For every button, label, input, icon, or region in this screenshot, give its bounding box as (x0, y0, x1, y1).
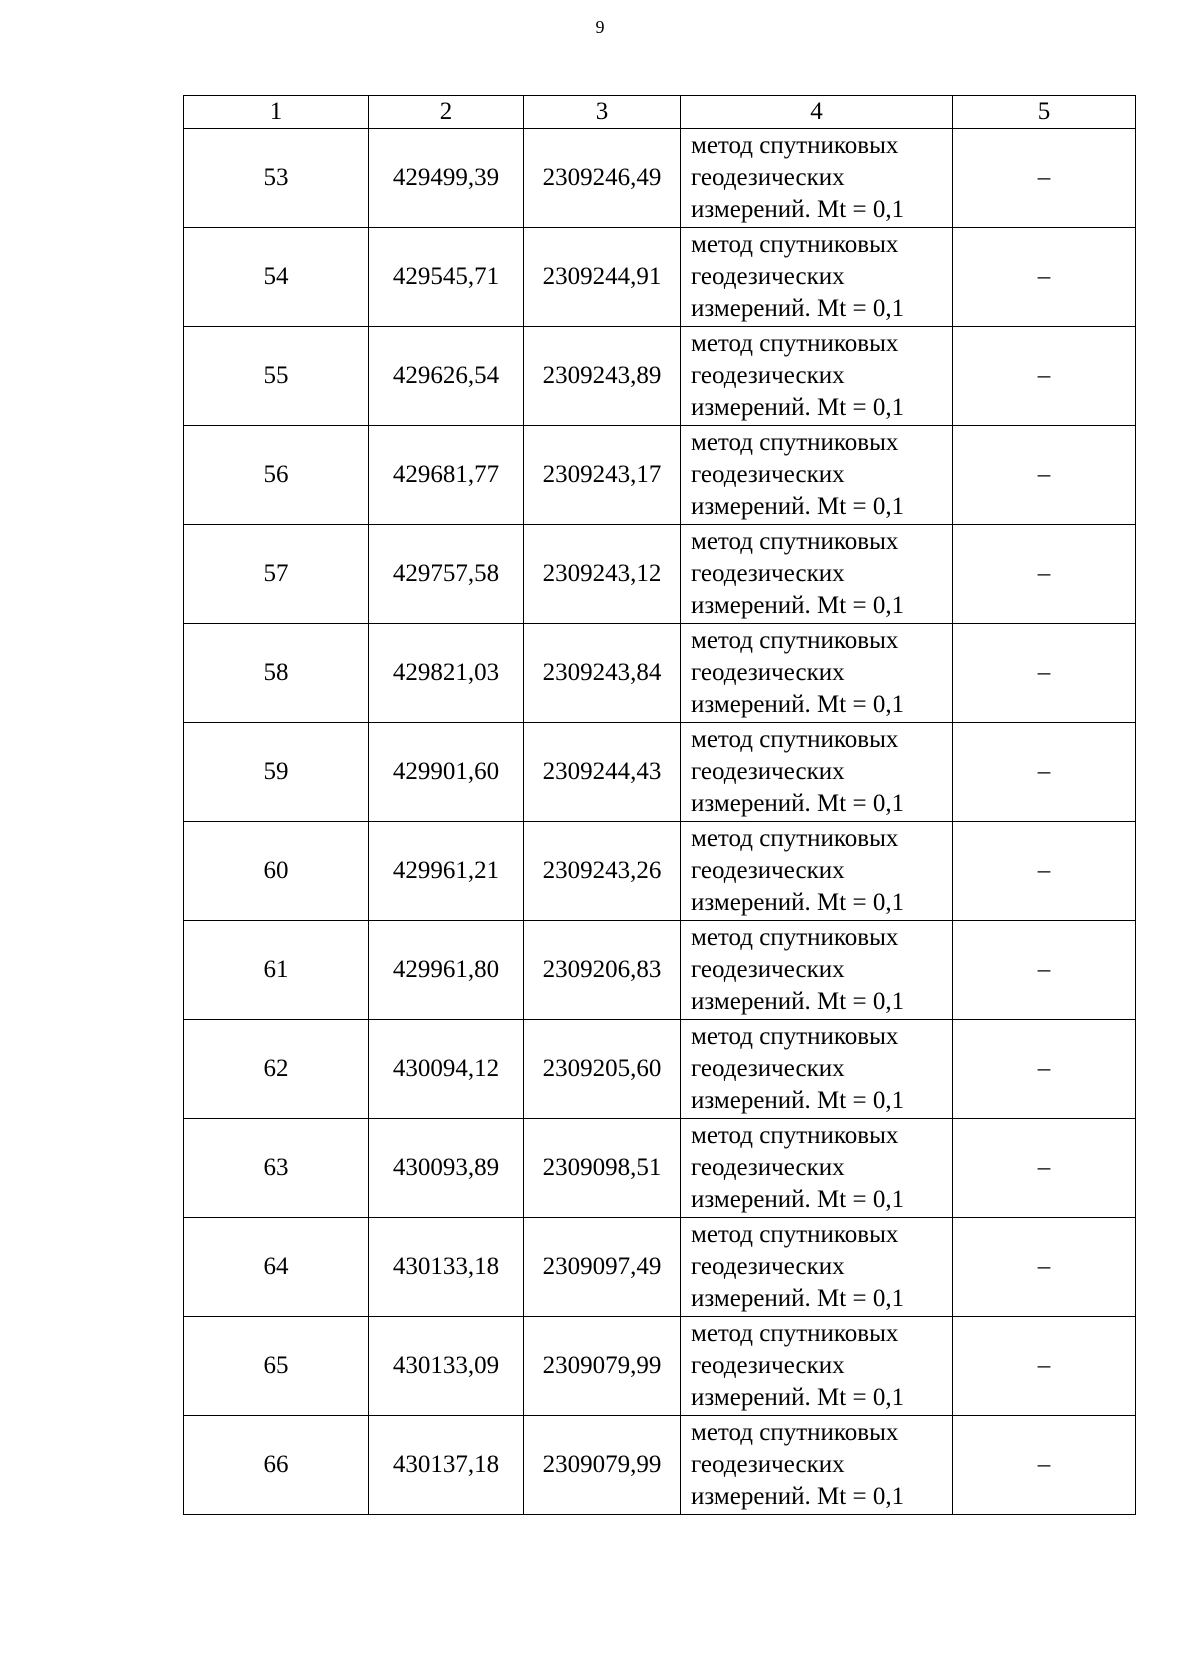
y-coordinate-cell: 2309079,99 (524, 1416, 681, 1515)
coordinates-table (183, 95, 1136, 1515)
column-5-cell: – (953, 921, 1136, 1020)
method-line-2: геодезических (691, 560, 845, 587)
method-line-3: измерений. Mt = 0,1 (691, 295, 905, 322)
table-row (184, 921, 1136, 1020)
column-5-cell: – (953, 822, 1136, 921)
table-row (184, 822, 1136, 921)
x-coordinate-cell: 430133,09 (369, 1317, 524, 1416)
y-coordinate-cell: 2309243,89 (524, 327, 681, 426)
table-row (184, 228, 1136, 327)
y-coordinate-cell: 2309243,26 (524, 822, 681, 921)
method-cell (681, 525, 953, 624)
method-line-2: геодезических (691, 1253, 845, 1280)
method-line-3: измерений. Mt = 0,1 (691, 1087, 905, 1114)
point-number-cell: 58 (184, 624, 369, 723)
method-line-2: геодезических (691, 1055, 845, 1082)
method-line-3: измерений. Mt = 0,1 (691, 1384, 905, 1411)
method-line-3: измерений. Mt = 0,1 (691, 394, 905, 421)
y-coordinate-cell: 2309206,83 (524, 921, 681, 1020)
method-line-2: геодезических (691, 164, 845, 191)
method-line-1: метод спутниковых (691, 726, 899, 753)
method-line-1: метод спутниковых (691, 1122, 899, 1149)
table-row (184, 1218, 1136, 1317)
method-line-2: геодезических (691, 857, 845, 884)
method-line-2: геодезических (691, 1451, 845, 1478)
column-5-cell: – (953, 1020, 1136, 1119)
header-col-4: 4 (681, 96, 953, 129)
method-cell (681, 723, 953, 822)
table-header (184, 96, 1136, 129)
y-coordinate-cell: 2309097,49 (524, 1218, 681, 1317)
method-line-2: геодезических (691, 659, 845, 686)
column-5-cell: – (953, 1218, 1136, 1317)
method-line-3: измерений. Mt = 0,1 (691, 493, 905, 520)
method-line-1: метод спутниковых (691, 1419, 899, 1446)
method-cell (681, 129, 953, 228)
x-coordinate-cell: 429499,39 (369, 129, 524, 228)
y-coordinate-cell: 2309243,12 (524, 525, 681, 624)
method-cell (681, 1218, 953, 1317)
x-coordinate-cell: 430093,89 (369, 1119, 524, 1218)
table-row (184, 129, 1136, 228)
method-line-2: геодезических (691, 956, 845, 983)
method-cell (681, 426, 953, 525)
header-row (184, 96, 1136, 129)
point-number-cell: 62 (184, 1020, 369, 1119)
x-coordinate-cell: 430137,18 (369, 1416, 524, 1515)
method-line-2: геодезических (691, 263, 845, 290)
method-cell (681, 1020, 953, 1119)
method-line-3: измерений. Mt = 0,1 (691, 1483, 905, 1510)
y-coordinate-cell: 2309244,43 (524, 723, 681, 822)
method-line-1: метод спутниковых (691, 924, 899, 951)
point-number-cell: 57 (184, 525, 369, 624)
method-line-2: геодезических (691, 1352, 845, 1379)
point-number-cell: 64 (184, 1218, 369, 1317)
x-coordinate-cell: 429821,03 (369, 624, 524, 723)
column-5-cell: – (953, 723, 1136, 822)
column-5-cell: – (953, 129, 1136, 228)
table-row (184, 1416, 1136, 1515)
table-row (184, 1317, 1136, 1416)
x-coordinate-cell: 429626,54 (369, 327, 524, 426)
method-line-1: метод спутниковых (691, 627, 899, 654)
y-coordinate-cell: 2309243,17 (524, 426, 681, 525)
table-row (184, 1119, 1136, 1218)
method-cell (681, 921, 953, 1020)
header-col-1: 1 (184, 96, 369, 129)
x-coordinate-cell: 429961,21 (369, 822, 524, 921)
column-5-cell: – (953, 1416, 1136, 1515)
table-row (184, 525, 1136, 624)
method-line-2: геодезических (691, 758, 845, 785)
method-line-2: геодезических (691, 362, 845, 389)
column-5-cell: – (953, 426, 1136, 525)
method-line-1: метод спутниковых (691, 1221, 899, 1248)
point-number-cell: 66 (184, 1416, 369, 1515)
method-line-1: метод спутниковых (691, 330, 899, 357)
column-5-cell: – (953, 525, 1136, 624)
x-coordinate-cell: 430094,12 (369, 1020, 524, 1119)
y-coordinate-cell: 2309098,51 (524, 1119, 681, 1218)
method-line-3: измерений. Mt = 0,1 (691, 592, 905, 619)
point-number-cell: 55 (184, 327, 369, 426)
point-number-cell: 63 (184, 1119, 369, 1218)
method-cell (681, 228, 953, 327)
y-coordinate-cell: 2309205,60 (524, 1020, 681, 1119)
table-row (184, 624, 1136, 723)
y-coordinate-cell: 2309244,91 (524, 228, 681, 327)
point-number-cell: 53 (184, 129, 369, 228)
table-row (184, 1020, 1136, 1119)
column-5-cell: – (953, 228, 1136, 327)
method-line-3: измерений. Mt = 0,1 (691, 196, 905, 223)
method-cell (681, 822, 953, 921)
y-coordinate-cell: 2309079,99 (524, 1317, 681, 1416)
column-5-cell: – (953, 624, 1136, 723)
method-cell (681, 1317, 953, 1416)
column-5-cell: – (953, 1119, 1136, 1218)
x-coordinate-cell: 429681,77 (369, 426, 524, 525)
method-line-3: измерений. Mt = 0,1 (691, 1186, 905, 1213)
x-coordinate-cell: 429961,80 (369, 921, 524, 1020)
point-number-cell: 61 (184, 921, 369, 1020)
table-row (184, 426, 1136, 525)
x-coordinate-cell: 430133,18 (369, 1218, 524, 1317)
header-col-2: 2 (369, 96, 524, 129)
point-number-cell: 65 (184, 1317, 369, 1416)
table-row (184, 723, 1136, 822)
method-line-1: метод спутниковых (691, 132, 899, 159)
method-line-3: измерений. Mt = 0,1 (691, 988, 905, 1015)
method-line-2: геодезических (691, 1154, 845, 1181)
point-number-cell: 56 (184, 426, 369, 525)
y-coordinate-cell: 2309246,49 (524, 129, 681, 228)
table-row (184, 327, 1136, 426)
method-line-3: измерений. Mt = 0,1 (691, 1285, 905, 1312)
header-col-3: 3 (524, 96, 681, 129)
method-line-1: метод спутниковых (691, 1320, 899, 1347)
method-cell (681, 1416, 953, 1515)
page-number: 9 (595, 17, 605, 37)
method-line-1: метод спутниковых (691, 825, 899, 852)
method-cell (681, 1119, 953, 1218)
method-line-3: измерений. Mt = 0,1 (691, 790, 905, 817)
method-line-2: геодезических (691, 461, 845, 488)
x-coordinate-cell: 429901,60 (369, 723, 524, 822)
point-number-cell: 59 (184, 723, 369, 822)
method-line-1: метод спутниковых (691, 1023, 899, 1050)
method-line-1: метод спутниковых (691, 429, 899, 456)
method-line-1: метод спутниковых (691, 528, 899, 555)
method-cell (681, 327, 953, 426)
x-coordinate-cell: 429757,58 (369, 525, 524, 624)
table-body (184, 129, 1136, 1515)
header-col-5: 5 (953, 96, 1136, 129)
column-5-cell: – (953, 1317, 1136, 1416)
x-coordinate-cell: 429545,71 (369, 228, 524, 327)
method-line-3: измерений. Mt = 0,1 (691, 889, 905, 916)
method-cell (681, 624, 953, 723)
y-coordinate-cell: 2309243,84 (524, 624, 681, 723)
method-line-1: метод спутниковых (691, 231, 899, 258)
point-number-cell: 54 (184, 228, 369, 327)
point-number-cell: 60 (184, 822, 369, 921)
column-5-cell: – (953, 327, 1136, 426)
method-line-3: измерений. Mt = 0,1 (691, 691, 905, 718)
